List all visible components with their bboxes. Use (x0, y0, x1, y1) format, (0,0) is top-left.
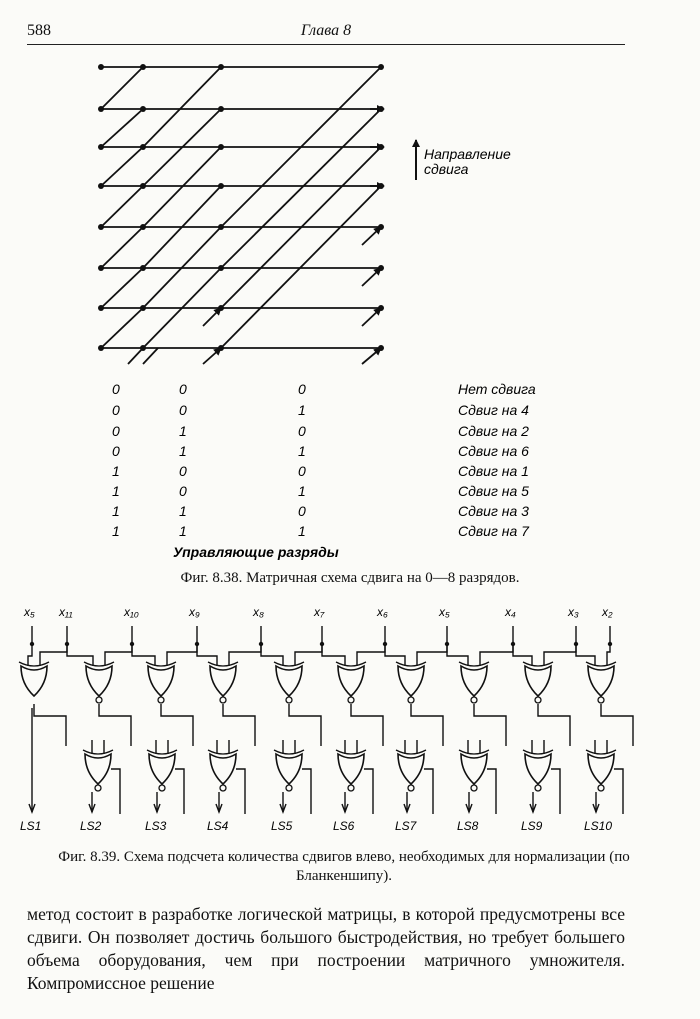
gate-input-wire (105, 644, 132, 666)
shift-1-diagonal (101, 186, 143, 227)
nor-gate (588, 666, 614, 696)
control-bit: 0 (179, 381, 187, 397)
inversion-bubble (220, 785, 226, 791)
gate-input-wire (357, 644, 385, 666)
control-bit: 1 (179, 423, 187, 439)
figure-8-38 (0, 50, 700, 570)
gate-input-curve (336, 750, 366, 754)
gate-input-curve (586, 750, 616, 754)
stage-wire (351, 704, 383, 746)
control-row (112, 463, 529, 479)
shift-1-diagonal (101, 147, 143, 186)
circuit-labels (20, 605, 613, 833)
input-arrow (203, 348, 221, 364)
gate-input-wire (132, 644, 155, 666)
control-row (112, 402, 529, 418)
output-label: LS7 (395, 819, 417, 833)
control-bits-label: Управляющие разряды (173, 544, 339, 560)
shift-1-diagonal (101, 227, 143, 268)
input-label: x₅ (24, 605, 35, 619)
gate-input-wire (480, 644, 513, 666)
control-bit: 0 (112, 381, 120, 397)
gate-input-wire (607, 644, 610, 666)
stage-wire (474, 704, 506, 746)
control-bit: 0 (112, 402, 120, 418)
gate-input-curve (274, 662, 304, 666)
inversion-bubble (408, 697, 414, 703)
control-bit: 1 (112, 503, 120, 519)
gate-input-wire (513, 644, 532, 666)
inversion-bubble (286, 697, 292, 703)
gate-input-curve (459, 662, 489, 666)
logic-gates (19, 662, 616, 791)
nor-gate (210, 754, 236, 784)
shift-4-diagonal (221, 109, 381, 268)
input-arrow (362, 268, 381, 286)
shift-label: Сдвиг на 3 (458, 503, 529, 519)
junction-dot (378, 345, 384, 351)
figure-8-39 (0, 596, 700, 842)
inversion-bubble (535, 785, 541, 791)
input-label: x₂ (602, 605, 613, 619)
nor-gate (398, 666, 424, 696)
control-bit: 1 (298, 443, 306, 459)
circuit-wires (28, 626, 633, 814)
junction-dot (378, 64, 384, 70)
junction-dot (218, 265, 224, 271)
gate-input-wire (576, 644, 595, 666)
gate-input-curve (147, 750, 177, 754)
control-row (112, 483, 529, 499)
control-table (112, 381, 536, 539)
shift-label: Сдвиг на 2 (458, 423, 529, 439)
junction-dot (218, 64, 224, 70)
junction-dot (140, 265, 146, 271)
shift-1-diagonal (101, 109, 143, 147)
control-row (112, 443, 529, 459)
body-paragraph: метод состоит в разработке логической матрицы, в которой предусмотрены все сдвиги. Он позволяет достичь большого быстродействия, но требует большего объема оборудования, чем при построении матричного умножителя. Компромиссное решение (27, 904, 625, 993)
feedback-wire (614, 769, 623, 814)
control-bit: 1 (298, 483, 306, 499)
control-bit: 1 (179, 443, 187, 459)
stage-wire (411, 704, 443, 746)
control-bit: 1 (179, 503, 187, 519)
junction-dot (378, 183, 384, 189)
inversion-bubble (598, 697, 604, 703)
stage-wire (538, 704, 570, 746)
nor-gate (276, 754, 302, 784)
nor-gate (21, 666, 47, 696)
nor-gate (338, 666, 364, 696)
gate-input-wire (261, 644, 283, 666)
gate-input-curve (208, 750, 238, 754)
inversion-bubble (348, 785, 354, 791)
output-label: LS10 (584, 819, 613, 833)
control-bit: 0 (179, 463, 187, 479)
gate-input-curve (146, 662, 176, 666)
control-bit: 0 (179, 483, 187, 499)
nor-gate (461, 666, 487, 696)
shift-matrix-diagram (0, 50, 700, 570)
gate-input-wire (544, 644, 576, 666)
inversion-bubble (535, 697, 541, 703)
control-bit: 0 (298, 381, 306, 397)
output-label: LS1 (20, 819, 42, 833)
gate-input-curve (586, 662, 616, 666)
gate-input-curve (274, 750, 304, 754)
feedback-wire (364, 769, 373, 814)
nor-gate (86, 666, 112, 696)
stage-wire (99, 704, 131, 746)
shift-1-diagonal (101, 67, 143, 109)
control-row (112, 423, 529, 439)
inversion-bubble (96, 697, 102, 703)
gate-input-wire (167, 644, 197, 666)
nor-gate (148, 666, 174, 696)
shift-label: Сдвиг на 4 (458, 402, 529, 418)
shift-label: Сдвиг на 7 (458, 523, 529, 539)
control-bit: 0 (298, 503, 306, 519)
stage-wire (34, 704, 66, 746)
gate-input-wire (67, 644, 93, 666)
page-header (27, 20, 625, 45)
shift-4-diagonal (221, 186, 381, 348)
shift-1-diagonal (101, 268, 143, 308)
control-bit: 1 (298, 523, 306, 539)
control-row (112, 381, 536, 397)
feedback-wire (236, 769, 245, 814)
junction-dot (140, 64, 146, 70)
junction-dot (140, 106, 146, 112)
junction-dot (378, 305, 384, 311)
control-bit: 0 (112, 423, 120, 439)
junction-dot (98, 265, 104, 271)
output-label: LS8 (457, 819, 479, 833)
junction-dot (140, 224, 146, 230)
junction-dot (378, 265, 384, 271)
input-label: x₇ (314, 605, 325, 619)
feedback-wire (111, 769, 120, 814)
gate-input-curve (208, 662, 238, 666)
junction-dot (98, 224, 104, 230)
input-arrow (362, 348, 381, 364)
output-label: LS4 (207, 819, 229, 833)
figure-8-38-caption: Фиг. 8.38. Матричная схема сдвига на 0—8 разрядов. (180, 570, 520, 586)
input-label: x₃ (568, 605, 579, 619)
gate-input-wire (28, 644, 32, 666)
shift-label: Сдвиг на 5 (458, 483, 529, 499)
feedback-wire (551, 769, 560, 814)
inversion-bubble (95, 785, 101, 791)
output-label: LS2 (80, 819, 102, 833)
figure-8-39-caption: Фиг. 8.39. Схема подсчета количества сдвигов влево, необходимых для нормализации (по Бланкеншипу). (58, 849, 630, 884)
shift-2-diagonal (143, 147, 221, 227)
nor-gate (525, 754, 551, 784)
inversion-bubble (158, 697, 164, 703)
running-head: Глава 8 (300, 22, 352, 39)
junction-dot (378, 144, 384, 150)
shift-label: Сдвиг на 1 (458, 463, 529, 479)
junction-dot (218, 106, 224, 112)
control-bit: 0 (298, 423, 306, 439)
junction-dot (218, 183, 224, 189)
output-label: LS3 (145, 819, 167, 833)
gate-input-curve (84, 662, 114, 666)
junction-dot (98, 183, 104, 189)
gate-input-wire (417, 644, 447, 666)
inversion-bubble (159, 785, 165, 791)
stage-wire (601, 704, 633, 746)
input-label: x₁₀ (124, 605, 139, 619)
gate-input-wire (322, 644, 345, 666)
shift-label: Нет сдвига (458, 381, 536, 397)
input-arrow (362, 227, 381, 245)
nor-gate (588, 754, 614, 784)
control-bit: 0 (179, 402, 187, 418)
shift-direction-indicator (416, 140, 511, 180)
shift-2-diagonal (143, 67, 221, 147)
inversion-bubble (598, 785, 604, 791)
shift-direction-label-2: сдвига (424, 161, 469, 177)
feedback-wire (302, 769, 311, 814)
shift-direction-label-1: Направление (424, 146, 511, 162)
input-label: x₆ (377, 605, 388, 619)
inversion-bubble (471, 785, 477, 791)
nor-gate (461, 754, 487, 784)
junction-dot (98, 106, 104, 112)
feedback-wire (424, 769, 433, 814)
junction-dot (140, 305, 146, 311)
control-row (112, 503, 529, 519)
junction-dot (98, 305, 104, 311)
nor-gate (149, 754, 175, 784)
stage-wire (161, 704, 193, 746)
input-label: x₉ (189, 605, 200, 619)
control-row (112, 523, 530, 539)
inversion-bubble (471, 697, 477, 703)
control-bit: 1 (112, 463, 120, 479)
junction-dot (218, 305, 224, 311)
junction-dot (218, 345, 224, 351)
control-bit: 1 (298, 402, 306, 418)
input-diagonal (128, 348, 143, 364)
output-label: LS5 (271, 819, 293, 833)
nor-gate (338, 754, 364, 784)
inversion-bubble (348, 697, 354, 703)
output-label: LS9 (521, 819, 543, 833)
gate-input-wire (40, 644, 67, 666)
feedback-wire (487, 769, 496, 814)
control-bit: 1 (179, 523, 187, 539)
junction-dot (378, 106, 384, 112)
stage-wire (289, 704, 321, 746)
junction-dot (140, 183, 146, 189)
input-label: x₅ (439, 605, 450, 619)
junction-dot (378, 224, 384, 230)
control-bit: 1 (112, 523, 120, 539)
gate-input-curve (459, 750, 489, 754)
nor-gate (276, 666, 302, 696)
junction-dot (98, 64, 104, 70)
gate-input-curve (523, 750, 553, 754)
gate-input-curve (336, 662, 366, 666)
nor-gate (85, 754, 111, 784)
gate-input-wire (229, 644, 261, 666)
inversion-bubble (286, 785, 292, 791)
input-label: x₁₁ (59, 605, 73, 619)
junction-dot (98, 345, 104, 351)
nor-gate (525, 666, 551, 696)
gate-input-wire (295, 644, 322, 666)
shift-1-diagonal (101, 308, 143, 348)
input-arrow (203, 308, 221, 326)
feedback-wire (175, 769, 184, 814)
junction-dot (218, 144, 224, 150)
gate-input-curve (83, 750, 113, 754)
input-label: x₄ (505, 605, 516, 619)
gate-input-curve (19, 662, 49, 666)
input-diagonal (143, 348, 158, 364)
output-label: LS6 (333, 819, 355, 833)
stage-wire (223, 704, 255, 746)
input-label: x₈ (253, 605, 265, 619)
junction-dot (140, 345, 146, 351)
junction-dot (218, 224, 224, 230)
shift-count-circuit (0, 596, 700, 842)
junction-dot (98, 144, 104, 150)
junction-dot (140, 144, 146, 150)
nor-gate (210, 666, 236, 696)
gate-input-wire (197, 644, 217, 666)
control-bit: 1 (112, 483, 120, 499)
gate-input-wire (447, 644, 468, 666)
gate-input-curve (396, 662, 426, 666)
input-arrow (362, 308, 381, 326)
gate-input-curve (396, 750, 426, 754)
gate-input-wire (385, 644, 405, 666)
control-bit: 0 (298, 463, 306, 479)
control-bit: 0 (112, 443, 120, 459)
inversion-bubble (408, 785, 414, 791)
shift-label: Сдвиг на 6 (458, 443, 529, 459)
nor-gate (398, 754, 424, 784)
inversion-bubble (220, 697, 226, 703)
page-number: 588 (27, 22, 51, 39)
gate-input-curve (523, 662, 553, 666)
